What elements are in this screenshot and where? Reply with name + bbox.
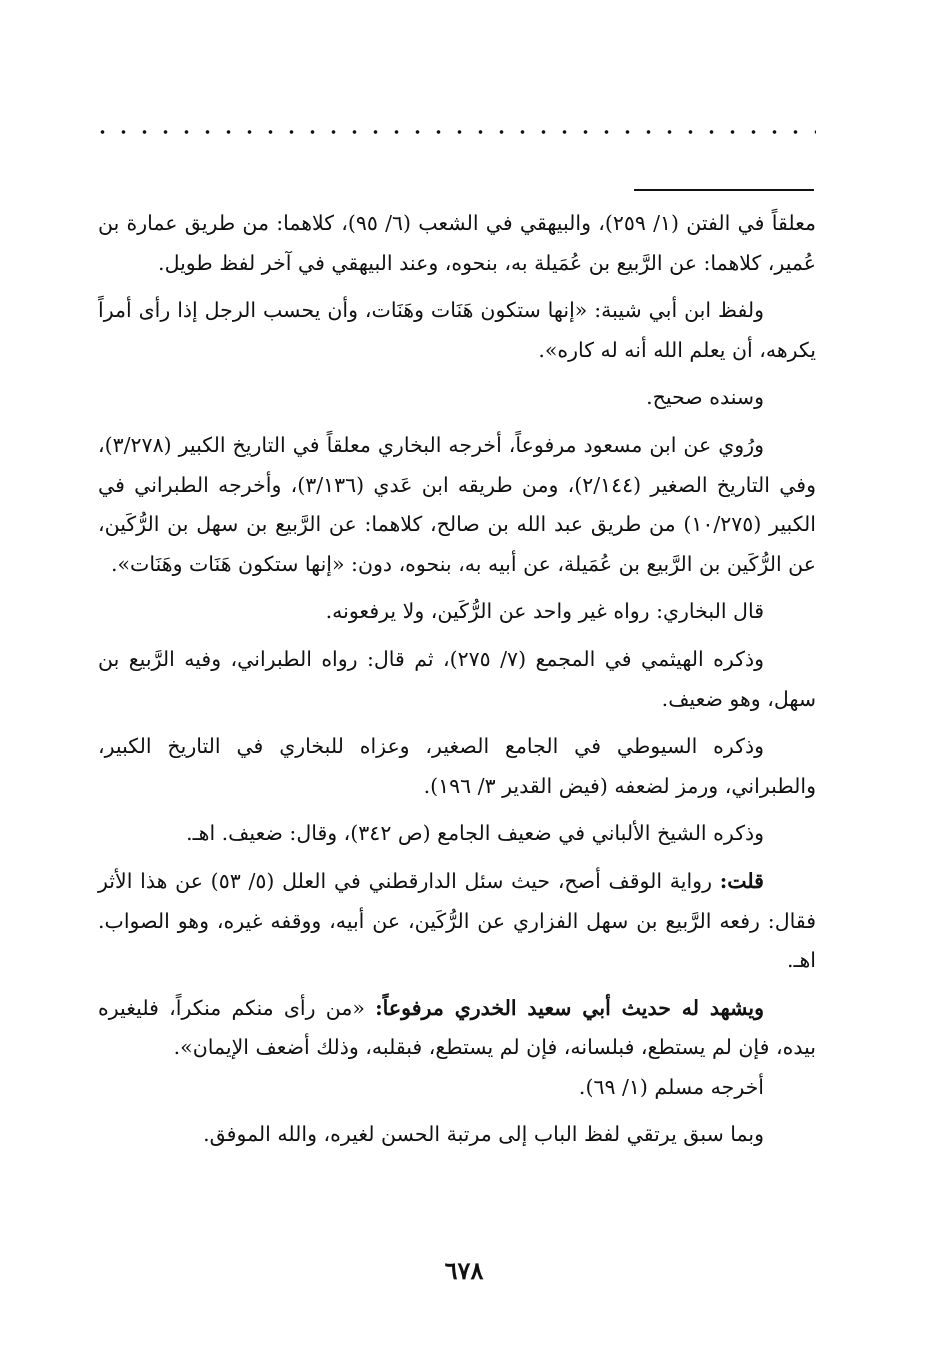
paragraph-continuation: معلقاً في الفتن (١/ ٢٥٩)، والبيهقي في الشعب (٦/ ٩٥)، كلاهما: من طريق عمارة بن عُمير، كلاهما: عن الرَّبيع بن عُمَيلة به، بنحوه، وعند البيهقي في آخر لفظ طويل.: [98, 211, 816, 275]
paragraph-haythami: وذكره الهيثمي في المجمع (٧/ ٢٧٥)، ثم قال: رواه الطبراني، وفيه الرَّبيع بن سهل، وهو ضعيف.: [98, 646, 816, 711]
paragraph-conclusion: وبما سبق يرتقي لفظ الباب إلى مرتبة الحسن لغيره، والله الموفق.: [203, 1122, 764, 1147]
paragraph-shahid-lead: ويشهد له حديث أبي سعيد الخدري مرفوعاً:: [375, 995, 764, 1020]
paragraph-ibn-masud: ورُوي عن ابن مسعود مرفوعاً، أخرجه البخاري معلقاً في التاريخ الكبير (٣/٢٧٨)، وفي التاريخ الصغير (٢/١٤٤)، ومن طريقه ابن عَدي (٣/١٣٦)، وأخرجه الطبراني في الكبير (١٠/٢٧٥) من طريق عبد الله بن صالح، كلاهما: عن الرَّبيع بن سهل بن الرُّكَين، عن الرُّكَين بن الرَّبيع بن عُمَيلة، عن أبيه به، بنحوه، دون: «إنها ستكون هَنَات وهَنَات».: [98, 432, 817, 576]
paragraph-muslim: أخرجه مسلم (١/ ٦٩).: [578, 1074, 764, 1099]
paragraph-shahid: [98, 989, 816, 1068]
dotted-separator: [92, 128, 816, 136]
paragraph-shahid-text: «من رأى منكم منكراً، فليغيره بيده، فإن لم يستطع، فبلسانه، فإن لم يستطع، فبقلبه، وذلك أضعف الإيمان».: [98, 995, 816, 1060]
paragraph-albani: وذكره الشيخ الألباني في ضعيف الجامع (ص ٣٤٢)، وقال: ضعيف. اهـ.: [186, 821, 764, 846]
paragraph-qultu-text: رواية الوقف أصح، حيث سئل الدارقطني في العلل (٥/ ٥٣) عن هذا الأثر فقال: رفعه الرَّبيع بن سهل الفزاري عن الرُّكَين، عن أبيه، ووقفه غيره، وهو الصواب. اهـ.: [98, 868, 816, 973]
paragraph-isnad-sahih: وسنده صحيح.: [646, 385, 764, 410]
paragraph-suyuti: وذكره السيوطي في الجامع الصغير، وعزاه للبخاري في التاريخ الكبير، والطبراني، ورمز لضعفه (فيض القدير ٣/ ١٩٦).: [98, 734, 816, 798]
paragraph-bukhari-said: قال البخاري: رواه غير واحد عن الرُّكَين، ولا يرفعونه.: [325, 599, 764, 624]
footnote-body: [98, 204, 816, 1155]
page-number: ٦٧٨: [444, 1256, 484, 1285]
footnote-rule: [634, 189, 814, 191]
paragraph-qultu-lead: قلت:: [719, 868, 764, 893]
paragraph-qultu: [98, 862, 816, 981]
paragraph-ibn-abi-shaybah: ولفظ ابن أبي شيبة: «إنها ستكون هَنَات وهَنَات، وأن يحسب الرجل إذا رأى أمراً يكرهه، أن يعلم الله أنه له كاره».: [98, 298, 816, 362]
